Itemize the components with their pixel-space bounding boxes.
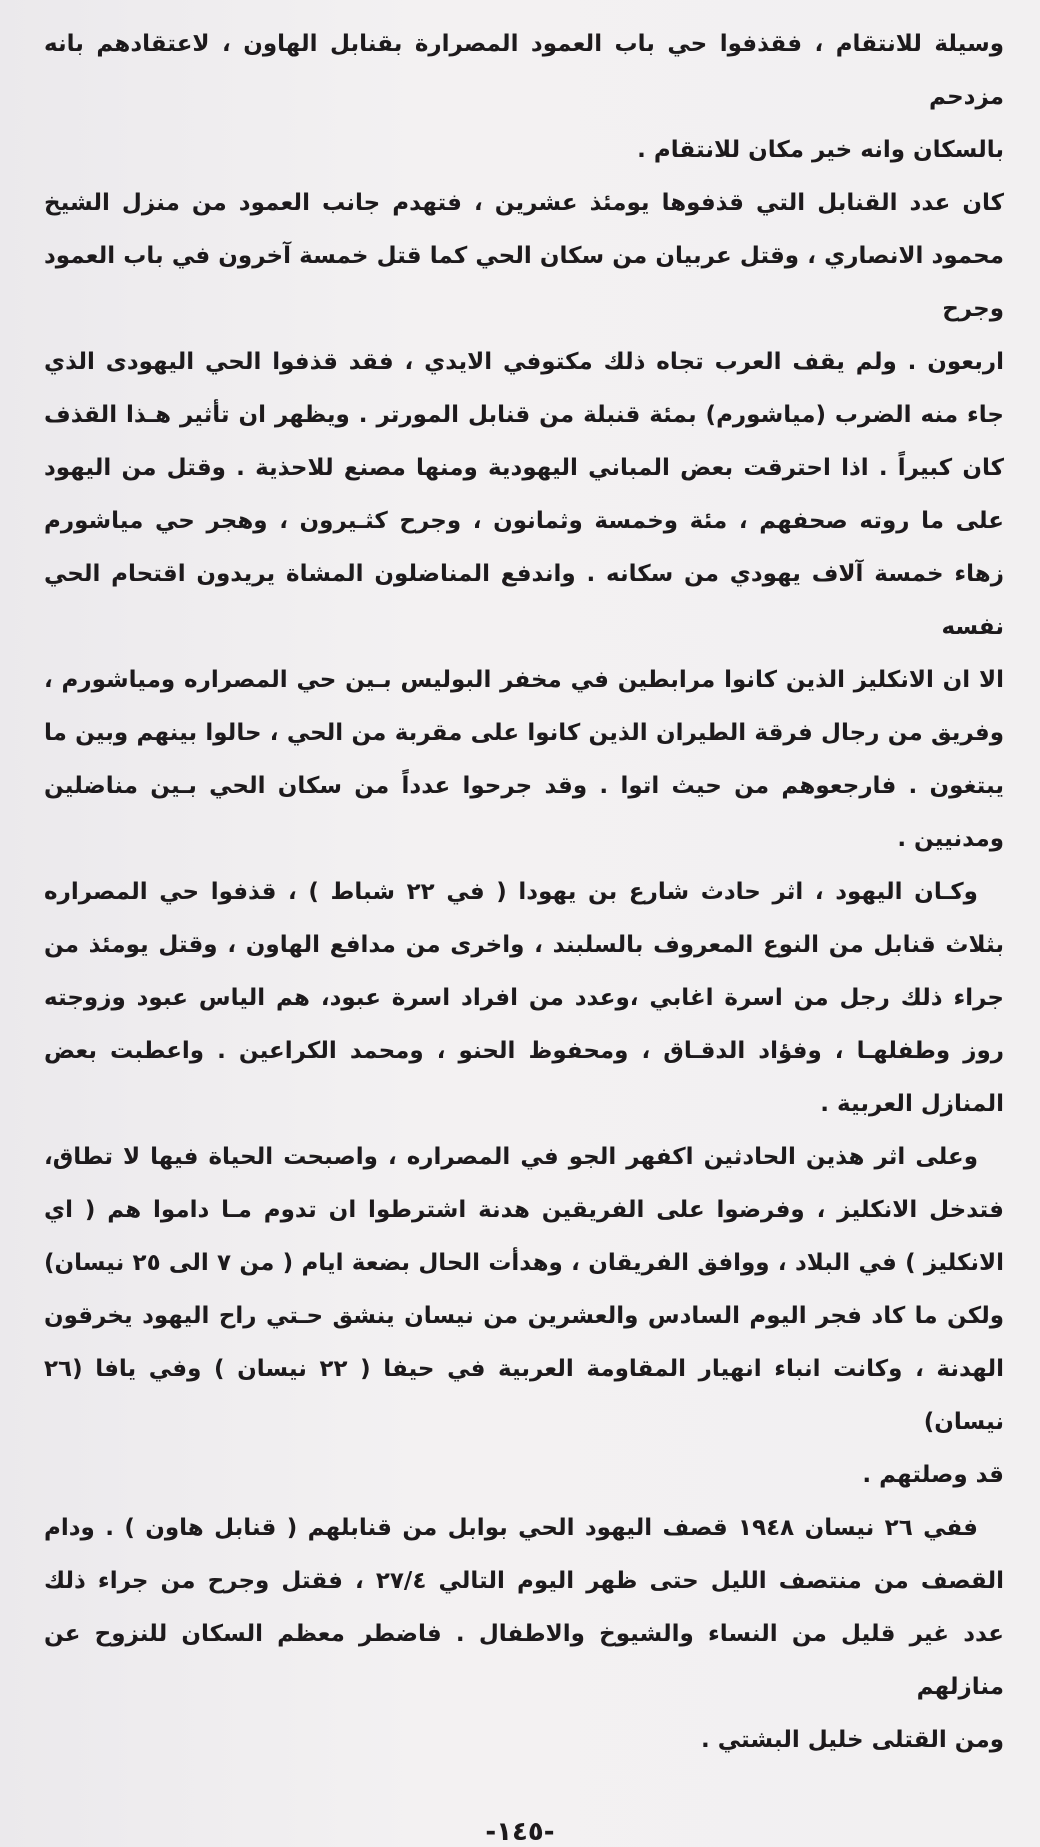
text-line: المنازل العربية .: [820, 1091, 1004, 1117]
text-line: جاء منه الضرب (مياشورم) بمئة قنبلة من قنابل المورتر . ويظهر ان تأثير هـذا القذف: [44, 402, 1004, 428]
text-line: ومن القتلى خليل البشتي .: [701, 1727, 1004, 1753]
text-line: وسيلة للانتقام ، فقذفوا حي باب العمود المصرارة بقنابل الهاون ، لاعتقادهم بانه مزدحم: [44, 31, 1004, 110]
text-line: روز وطفلهـا ، وفؤاد الدقـاق ، ومحفوظ الحنو ، ومحمد الكراعين . واعطبت بعض: [44, 1038, 1004, 1064]
body-text: [44, 18, 1004, 1767]
text-line: اربعون . ولم يقف العرب تجاه ذلك مكتوفي الايدي ، فقد قذفوا الحي اليهودى الذي: [44, 349, 1004, 375]
text-line: الا ان الانكليز الذين كانوا مرابطين في مخفر البوليس بـين حي المصراره ومياشورم ،: [44, 667, 1004, 693]
text-line: ومدنيين .: [897, 826, 1004, 852]
text-line: القصف من منتصف الليل حتى ظهر اليوم التالي ٢٧/٤ ، فقتل وجرح من جراء ذلك: [44, 1568, 1004, 1594]
text-line: بالسكان وانه خير مكان للانتقام .: [637, 137, 1004, 163]
text-line: وفريق من رجال فرقة الطيران الذين كانوا على مقربة من الحي ، حالوا بينهم وبين ما: [44, 720, 1004, 746]
text-line: فتدخل الانكليز ، وفرضوا على الفريقين هدنة اشترطوا ان تدوم مـا داموا هم ( اي: [44, 1197, 1004, 1223]
text-line: قد وصلتهم .: [862, 1462, 1004, 1488]
text-line: محمود الانصاري ، وقتل عربيان من سكان الحي كما قتل خمسة آخرون في باب العمود وجرح: [44, 243, 1004, 322]
text-line: وكـان اليهود ، اثر حادث شارع بن يهودا ( في ٢٢ شباط ) ، قذفوا حي المصراره: [44, 879, 978, 905]
text-line: كان كبيراً . اذا احترقت بعض المباني اليهودية ومنها مصنع للاحذية . وقتل من اليهود: [44, 455, 1004, 481]
text-line: زهاء خمسة آلاف يهودي من سكانه . واندفع المناضلون المشاة يريدون اقتحام الحي نفسه: [44, 561, 1004, 640]
text-line: عدد غير قليل من النساء والشيوخ والاطفال . فاضطر معظم السكان للنزوح عن منازلهم: [44, 1621, 1004, 1700]
page-number: -١٤٥-: [485, 1817, 555, 1847]
text-line: ففي ٢٦ نيسان ١٩٤٨ قصف اليهود الحي بوابل من قنابلهم ( قنابل هاون ) . ودام: [44, 1515, 978, 1541]
text-line: ولكن ما كاد فجر اليوم السادس والعشرين من نيسان ينشق حـتي راح اليهود يخرقون: [44, 1303, 1004, 1329]
text-line: وعلى اثر هذين الحادثين اكفهر الجو في المصراره ، واصبحت الحياة فيها لا تطاق،: [44, 1144, 978, 1170]
text-line: بثلاث قنابل من النوع المعروف بالسلبند ، واخرى من مدافع الهاون ، وقتل يومئذ من: [44, 932, 1004, 958]
text-line: الانكليز ) في البلاد ، ووافق الفريقان ، وهدأت الحال بضعة ايام ( من ٧ الى ٢٥ نيسان): [44, 1250, 1005, 1276]
text-line: جراء ذلك رجل من اسرة اغابي ،وعدد من افراد اسرة عبود، هم الياس عبود وزوجته: [44, 985, 1004, 1011]
text-line: كان عدد القنابل التي قذفوها يومئذ عشرين ، فتهدم جانب العمود من منزل الشيخ: [44, 190, 1004, 216]
text-line: الهدنة ، وكانت انباء انهيار المقاومة العربية في حيفا ( ٢٢ نيسان ) وفي يافا (٢٦ نيسان): [44, 1356, 1004, 1435]
text-line: يبتغون . فارجعوهم من حيث اتوا . وقد جرحوا عدداً من سكان الحي بـين مناضلين: [44, 773, 1004, 799]
text-line: على ما روته صحفهم ، مئة وخمسة وثمانون ، وجرح كثـيرون ، وهجر حي مياشورم: [44, 508, 1004, 534]
